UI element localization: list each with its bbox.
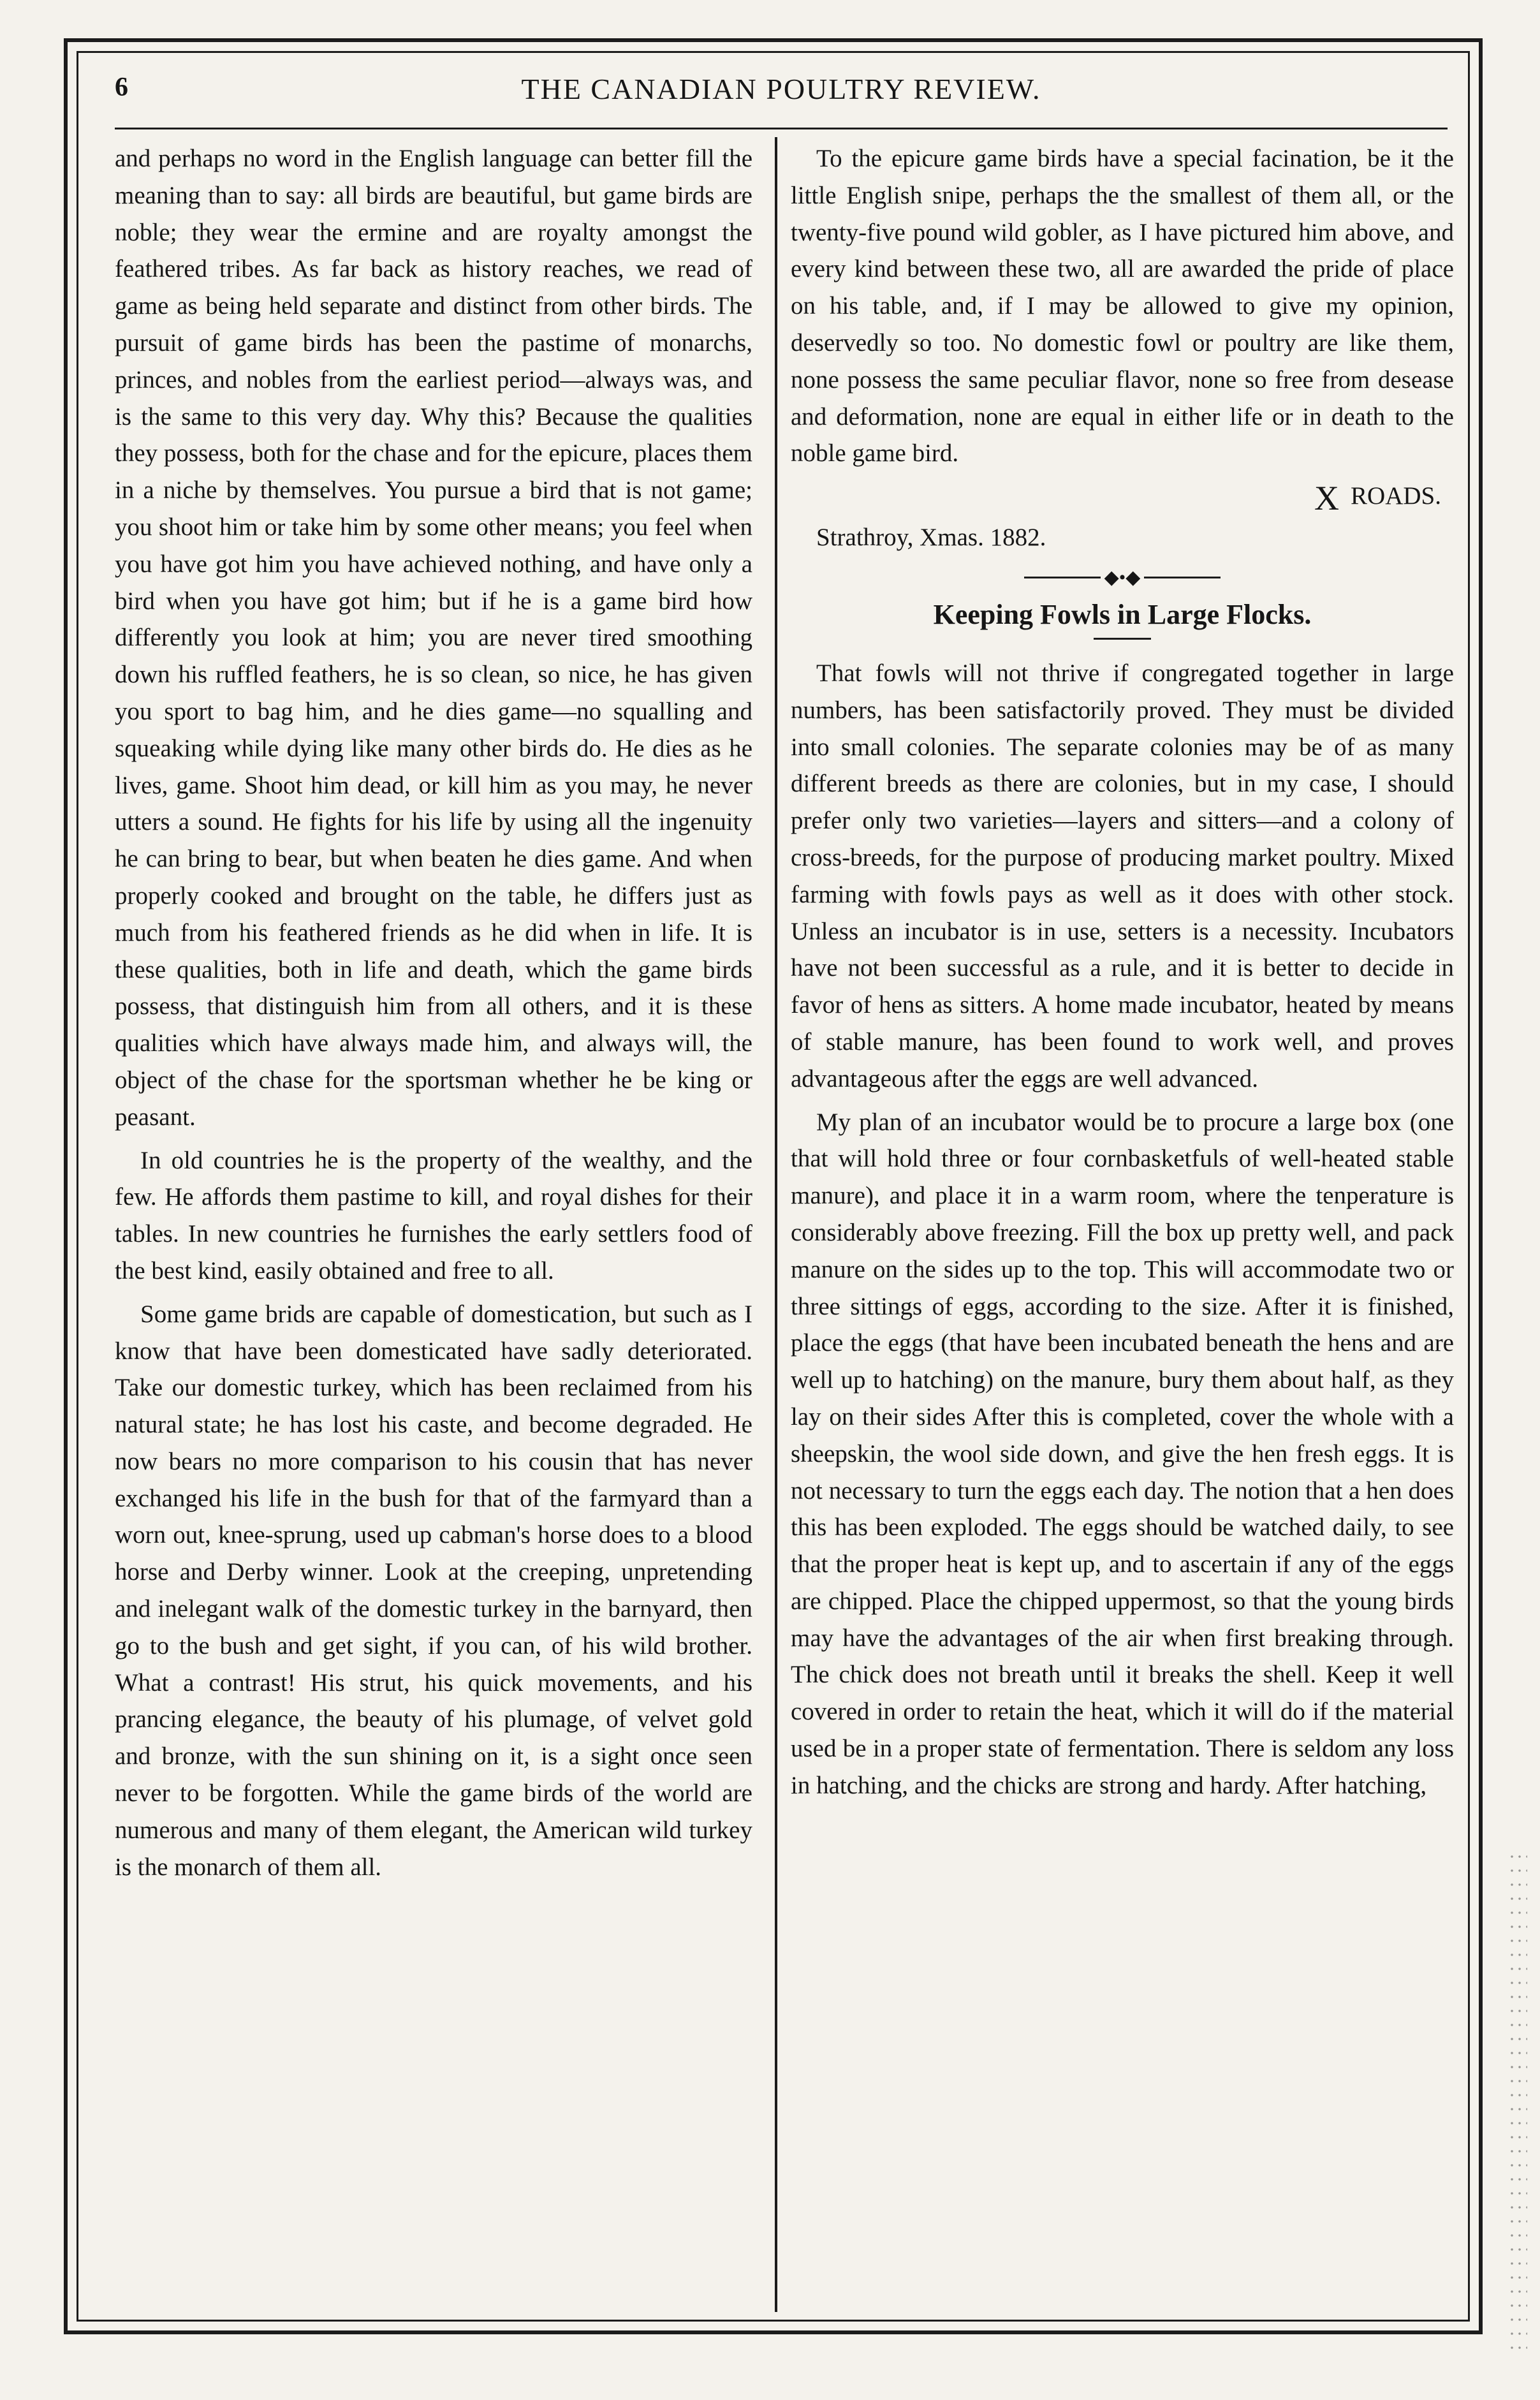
running-title: THE CANADIAN POULTRY REVIEW. bbox=[521, 73, 1041, 105]
author-name: ROADS. bbox=[1351, 482, 1441, 510]
section-ornament bbox=[791, 565, 1454, 591]
paragraph: In old countries he is the property of the wealthy, and the few. He affords them pastime to kill, and royal dishes for their tables. In new countries he furnishes the early settlers food of the best kind, easily obtained and free to all. bbox=[115, 1146, 752, 1285]
dateline: Strathroy, Xmas. 1882. bbox=[816, 524, 1046, 552]
scan-edge-marks bbox=[1508, 1850, 1527, 2360]
ornament-line bbox=[1024, 577, 1101, 578]
ornament-diamond-icon: ◆•◆ bbox=[1104, 567, 1141, 589]
signature-mark: X bbox=[1314, 479, 1340, 518]
page-number: 6 bbox=[115, 73, 128, 102]
paragraph: My plan of an incubator would be to procure a large box (one that will hold three or four cornbasketfuls of well-heated stable manure), and place it in a warm room, where the tenperature is considerably above freezing. Fill the box up pretty well, and pack manure on the sides up to the top. This will accommodate two or three sittings of eggs, according to the size. After it is finished, place the eggs (that have been incubated beneath the hens and are well up to hatching) on the manure, bury them about half, as they lay on their sides After this is completed, cover the whole with a sheepskin, the wool side down, and give the hen fresh eggs. It is not necessary to turn the eggs each day. The notion that a hen does this has been exploded. The eggs should be watched daily, to see that the proper heat is kept up, and to ascertain if any of the eggs are chipped. Place the chipped uppermost, so that the young birds may have the advantages of the air when first breaking through. The chick does not breath until it breaks the shell. Keep it well covered in order to retain the heat, which it will do if the material used be in a proper state of fermentation. There is seldom any loss in hatching, and the chicks are strong and hardy. After hatching, bbox=[791, 1108, 1454, 1799]
author-signature bbox=[791, 477, 1454, 518]
left-column bbox=[115, 140, 752, 1885]
paragraph: Some game brids are capable of domestication, but such as I know that have been domesticated have sadly deteriorated. Take our domestic turkey, which has been reclaimed from his natural state; he has lost his caste, and become degraded. He now bears no more comparison to his cousin that has never exchanged his life in the bush for that of the farmyard than a worn out, knee-sprung, used up cabman's horse does to a blood horse and Derby winner. Look at the creeping, unpretending and inelegant walk of the domestic turkey in the barnyard, then go to the bush and get sight, if you can, of his wild brother. What a contrast! His strut, his quick movements, and his prancing elegance, the beauty of his plumage, of velvet gold and bronze, with the sun shining on it, is a sight once seen never to be forgotten. While the game birds of the world are numerous and many of them elegant, the American wild turkey is the monarch of them all. bbox=[115, 1300, 752, 1881]
page-header bbox=[115, 67, 1448, 118]
article-title: Keeping Fowls in Large Flocks. bbox=[933, 598, 1312, 630]
header-rule bbox=[115, 128, 1448, 129]
title-underline bbox=[1094, 638, 1151, 640]
right-column bbox=[791, 140, 1454, 1804]
paragraph: To the epicure game birds have a special facination, be it the little English snipe, perhaps the the smallest of them all, or the twenty-five pound wild gobler, as I have pictured him above, and every kind between these two, all are awarded the pride of place on his table, and, if I may be allowed to give my opinion, deservedly so too. No domestic fowl or poultry are like them, none possess the same peculiar flavor, none so free from desease and deformation, none are equal in either life or in death to the noble game bird. bbox=[791, 145, 1454, 467]
paragraph: That fowls will not thrive if congregated together in large numbers, has been satisfactorily proved. They must be divided into small colonies. The separate colonies may be of as many different breeds as there are colonies, but in my case, I should prefer only two varieties—layers and sitters—and a colony of cross-breeds, for the purpose of producing market poultry. Mixed farming with fowls pays as well as it does with other stock. Unless an incubator is in use, setters is a necessity. Incubators have not been successful as a rule, and it is better to decide in favor of hens as sitters. A home made incubator, heated by means of stable manure, has been found to work well, and proves advantageous after the eggs are well advanced. bbox=[791, 659, 1454, 1093]
ornament-line bbox=[1144, 577, 1221, 578]
paragraph: and perhaps no word in the English language can better fill the meaning than to say: all birds are beautiful, but game birds are noble; they wear the ermine and are royalty amongst the feathered tribes. As far back as history reaches, we read of game as being held separate and distinct from other birds. The pursuit of game birds has been the pastime of monarchs, princes, and nobles from the earliest period—always was, and is the same to this very day. Why this? Because the qualities they possess, both for the chase and for the epicure, places them in a niche by themselves. You pursue a bird that is not game; you shoot him or take him by some other means; you feel when you have got him you have achieved nothing, and have only a bird when you have got him; but if he is a game bird how differently you look at him; you are never tired smoothing down his ruffled feathers, he is so clean, so nice, he has given you sport to bag him, and he dies game—no squalling and squeaking while dying like many other birds do. He dies as he lives, game. Shoot him dead, or kill him as you may, he never utters a sound. He fights for his life by using all the ingenuity he can bring to bear, but when beaten he dies game. And when properly cooked and brought on the table, he differs just as much from his feathered friends as he did when in life. It is these qualities, both in life and death, which the game birds possess, that distinguish him from all others, and it is these qualities which have always made him, and always will, the object of the chase for the sportsman whether he be king or peasant. bbox=[115, 145, 752, 1131]
column-divider bbox=[775, 137, 777, 2312]
